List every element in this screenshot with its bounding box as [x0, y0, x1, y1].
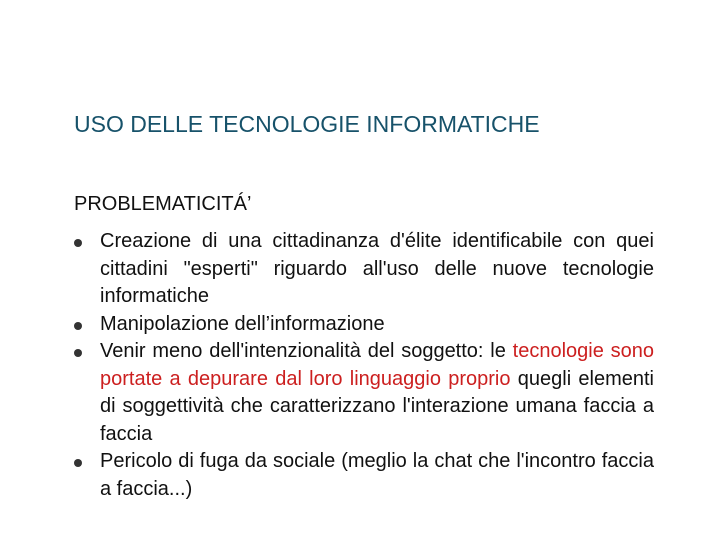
section-heading: PROBLEMATICITÁ’	[74, 193, 252, 215]
bullet-list	[74, 228, 654, 503]
bullet-icon	[74, 239, 82, 247]
list-item	[74, 338, 654, 448]
bullet-icon	[74, 349, 82, 357]
bullet-text: Creazione di una cittadinanza d'élite identificabile con quei cittadini "esperti" riguardo all'uso delle nuove tecnologie informatiche	[100, 230, 654, 307]
highlighted-text: tecnologie sono portate a depurare dal loro linguaggio proprio	[100, 340, 655, 390]
bullet-text-pre: Venir meno dell'intenzionalità del soggetto: le	[100, 340, 513, 362]
list-item	[74, 311, 654, 339]
slide-title: USO DELLE TECNOLOGIE INFORMATICHE	[74, 111, 540, 137]
list-item	[74, 228, 654, 311]
bullet-text: Manipolazione dell’informazione	[100, 312, 385, 335]
bullet-icon	[74, 459, 82, 467]
bullet-text: Pericolo di fuga da sociale (meglio la chat che l'incontro faccia a faccia...)	[100, 450, 654, 500]
list-item	[74, 448, 654, 503]
bullet-icon	[74, 322, 82, 330]
bullet-text-post: quegli elementi di soggettività che caratterizzano l'interazione umana faccia a faccia	[100, 367, 654, 445]
